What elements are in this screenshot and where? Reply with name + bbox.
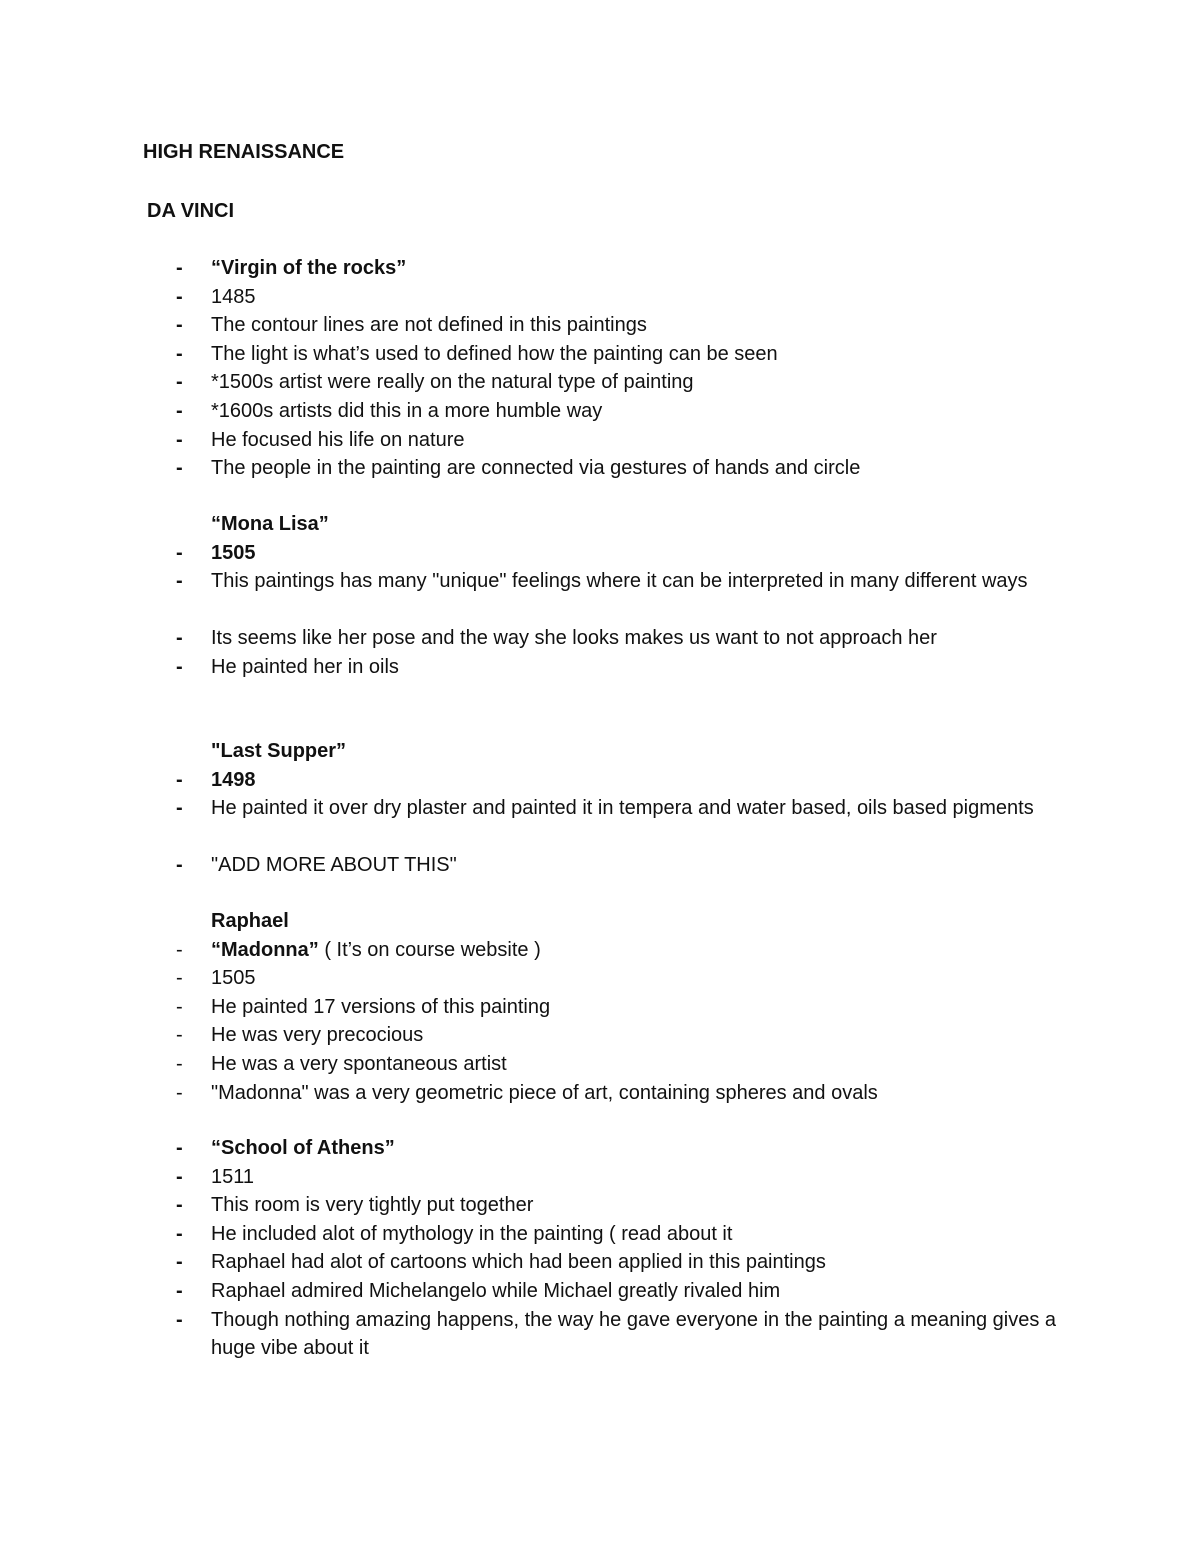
list-item [0, 1050, 1200, 1079]
list-item-text: This room is very tightly put together [211, 1194, 534, 1217]
list-item [0, 1277, 1200, 1306]
bullet-dash: - [176, 854, 183, 877]
list-item-text: He painted her in oils [211, 655, 399, 678]
bullet-dash: - [176, 1052, 183, 1075]
list-item-text: "ADD MORE ABOUT THIS" [211, 854, 457, 877]
list-item [0, 653, 1200, 682]
list-item [0, 1248, 1200, 1277]
painting-title: “School of Athens” [211, 1137, 395, 1159]
bullet-dash: - [176, 399, 183, 422]
list-item-text: 1485 [211, 285, 256, 308]
bullet-dash: - [176, 457, 183, 480]
bullet-dash: - [176, 967, 183, 990]
list-item [0, 766, 1200, 795]
painting-title: "Last Supper” [211, 740, 347, 762]
bullet-dash: - [176, 938, 183, 961]
list-item-text: The contour lines are not defined in this paintings [211, 314, 647, 337]
list-item [0, 624, 1200, 653]
list-item [0, 567, 1200, 624]
list-item [0, 794, 1200, 851]
section-mona-lisa [0, 510, 1200, 682]
painting-year: 1498 [211, 768, 256, 791]
list-item [0, 454, 1200, 483]
bullet-dash: - [176, 655, 183, 678]
list-item-text: He was very precocious [211, 1024, 424, 1047]
list-item-text: Though nothing amazing happens, the way he gave everyone in the painting a meaning gives a huge vibe about it [211, 1308, 1057, 1360]
bullet-dash: - [176, 797, 183, 820]
bullet-dash: - [176, 541, 183, 564]
list-item [0, 1134, 1200, 1163]
list-item [0, 311, 1200, 340]
list-item [0, 936, 1200, 965]
bullet-dash: - [176, 570, 183, 593]
list-item-text: He was a very spontaneous artist [211, 1052, 507, 1075]
painting-title: “Mona Lisa” [211, 513, 329, 535]
bullet-dash: - [176, 428, 183, 451]
list-item [0, 283, 1200, 312]
list-item [0, 397, 1200, 426]
list-item-text: 1505 [211, 967, 256, 990]
list-item-text: This paintings has many "unique" feelings where it can be interpreted in many different ways [211, 570, 1028, 593]
section-last-supper [0, 737, 1200, 880]
artist-heading [0, 907, 1200, 936]
section-school-of-athens [0, 1134, 1200, 1363]
list-item [0, 254, 1200, 283]
list-item-text: Raphael had alot of cartoons which had been applied in this paintings [211, 1251, 826, 1274]
list-item-text: "Madonna" was a very geometric piece of art, containing spheres and ovals [211, 1081, 878, 1104]
list-item [0, 1079, 1200, 1108]
list-item [0, 1220, 1200, 1249]
list-item [0, 964, 1200, 993]
list-item-text: He painted 17 versions of this painting [211, 995, 551, 1018]
list-item-text: Raphael admired Michelangelo while Michael greatly rivaled him [211, 1279, 781, 1302]
list-item-text: 1511 [211, 1165, 255, 1188]
artist-name: Raphael [211, 910, 289, 932]
list-item-text: He included alot of mythology in the painting ( read about it [211, 1222, 733, 1245]
section-raphael [0, 907, 1200, 1107]
list-item [0, 539, 1200, 568]
list-item-text: He painted it over dry plaster and painted it in tempera and water based, oils based pigments [211, 797, 1034, 820]
section-virgin-of-the-rocks [0, 254, 1200, 483]
bullet-dash: - [176, 995, 183, 1018]
bullet-dash: - [176, 314, 183, 337]
list-item-text: *1600s artists did this in a more humble way [211, 399, 603, 422]
painting-title: “Madonna” [211, 938, 319, 961]
bullet-dash: - [176, 768, 183, 791]
list-item [0, 1191, 1200, 1220]
bullet-dash: - [176, 1024, 183, 1047]
bullet-dash: - [176, 1308, 183, 1331]
list-item [0, 340, 1200, 369]
list-item [0, 993, 1200, 1022]
painting-year: 1505 [211, 541, 256, 564]
list-item [0, 1021, 1200, 1050]
bullet-dash: - [176, 257, 183, 279]
bullet-dash: - [176, 342, 183, 365]
painting-title: “Virgin of the rocks” [211, 257, 407, 279]
bullet-dash: - [176, 1279, 183, 1302]
bullet-dash: - [176, 1081, 183, 1104]
painting-heading [0, 510, 1200, 539]
list-item-text: *1500s artist were really on the natural type of painting [211, 371, 694, 394]
list-item-text: Its seems like her pose and the way she looks makes us want to not approach her [211, 627, 937, 650]
bullet-dash: - [176, 1137, 183, 1159]
section-heading-da-vinci: DA VINCI [147, 200, 235, 222]
list-item-text: The light is what’s used to defined how the painting can be seen [211, 342, 778, 365]
bullet-dash: - [176, 1251, 183, 1274]
list-item-text: The people in the painting are connected via gestures of hands and circle [211, 457, 861, 480]
list-item [0, 368, 1200, 397]
painting-note: ( It’s on course website ) [318, 938, 541, 961]
bullet-dash: - [176, 627, 183, 650]
painting-heading [0, 737, 1200, 766]
bullet-dash: - [176, 285, 183, 308]
list-item [0, 426, 1200, 455]
document-title: HIGH RENAISSANCE [143, 141, 345, 163]
bullet-dash: - [176, 1222, 183, 1245]
list-item [0, 851, 1200, 880]
list-item [0, 1306, 1200, 1363]
bullet-dash: - [176, 371, 183, 394]
list-item-text: He focused his life on nature [211, 428, 465, 451]
bullet-dash: - [176, 1194, 183, 1217]
bullet-dash: - [176, 1165, 183, 1188]
list-item [0, 1163, 1200, 1192]
list-item-text [211, 936, 1061, 965]
